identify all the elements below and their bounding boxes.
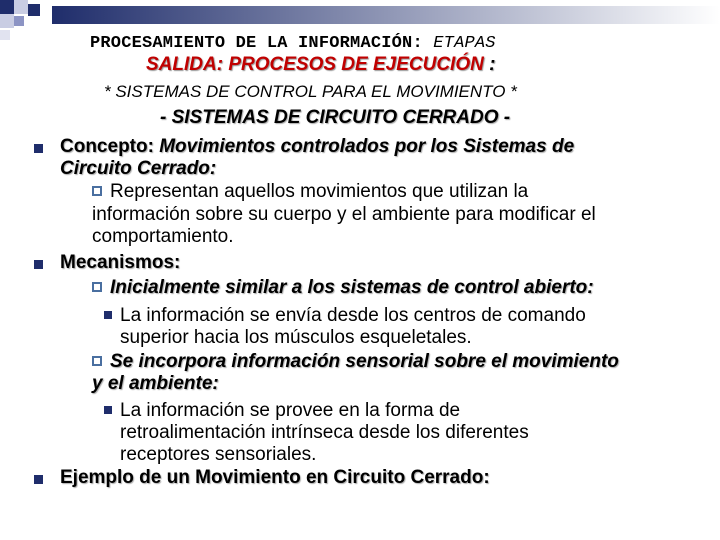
bullet-square	[104, 311, 112, 319]
mecanismos-sub: La información se envía desde los centros de comando	[120, 305, 586, 326]
deco-square	[14, 16, 24, 26]
concepto-sub: Representan aquellos movimientos que utilizan la	[110, 181, 529, 202]
subtitle-salida: SALIDA: PROCESOS DE EJECUCIÓN :	[146, 54, 496, 75]
bullet-square	[34, 260, 43, 269]
ejemplo-line: Ejemplo de un Movimiento en Circuito Cerrado:	[60, 467, 490, 488]
subtitle-sistemas: * SISTEMAS DE CONTROL PARA EL MOVIMIENTO *	[104, 82, 517, 101]
bullet-hollow	[92, 282, 102, 292]
deco-square	[0, 30, 10, 40]
mecanismos-label: Mecanismos:	[60, 252, 181, 273]
deco-square	[28, 4, 40, 16]
bullet-hollow	[92, 186, 102, 196]
mecanismos-sub: La información se provee en la forma de	[120, 400, 461, 421]
page-title: PROCESAMIENTO DE LA INFORMACIÓN: ETAPAS	[90, 34, 496, 53]
bullet-square	[34, 144, 43, 153]
concepto-sub: información sobre su cuerpo y el ambiente para modificar el	[92, 204, 596, 225]
mecanismos-item: Inicialmente similar a los sistemas de control abierto:	[110, 277, 594, 298]
concepto-line-2: Circuito Cerrado:	[60, 158, 217, 179]
bullet-square	[104, 406, 112, 414]
deco-square	[0, 0, 14, 14]
mecanismos-sub: receptores sensoriales.	[120, 444, 317, 465]
mecanismos-sub: retroalimentación intrínseca desde los diferentes	[120, 422, 529, 443]
deco-square	[0, 14, 14, 28]
concepto-sub: comportamiento.	[92, 226, 234, 247]
top-gradient-bar	[52, 6, 720, 24]
bullet-hollow	[92, 356, 102, 366]
mecanismos-item: Se incorpora información sensorial sobre el movimiento	[110, 351, 619, 372]
mecanismos-item: y el ambiente:	[92, 373, 219, 394]
mecanismos-sub: superior hacia los músculos esqueletales.	[120, 327, 472, 348]
subtitle-circuito: - SISTEMAS DE CIRCUITO CERRADO -	[160, 107, 511, 128]
bullet-square	[34, 475, 43, 484]
concepto-line: Concepto: Movimientos controlados por los Sistemas de	[60, 136, 575, 157]
deco-square	[14, 0, 28, 14]
